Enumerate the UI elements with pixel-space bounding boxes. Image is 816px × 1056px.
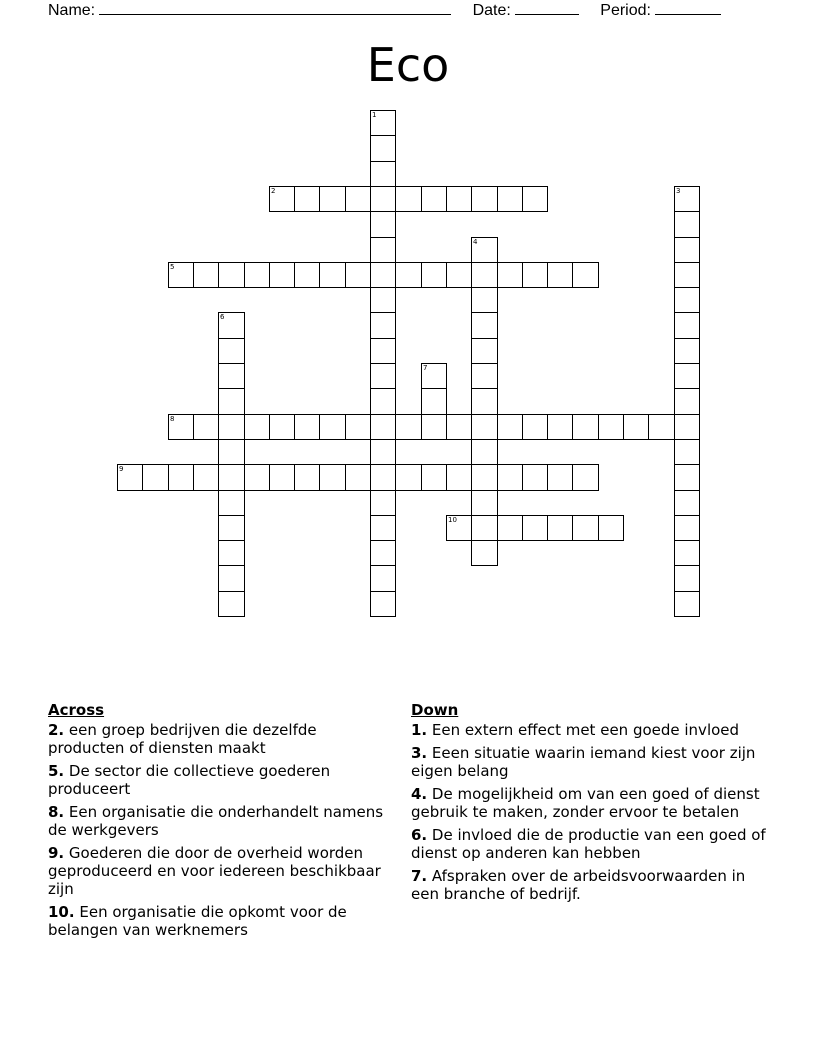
grid-cell[interactable] bbox=[522, 262, 548, 288]
grid-cell[interactable] bbox=[674, 186, 700, 212]
grid-cell[interactable] bbox=[370, 135, 396, 162]
grid-cell[interactable] bbox=[370, 262, 396, 288]
clue-text: Eeen situatie waarin iemand kiest voor zijn eigen belang bbox=[411, 744, 756, 780]
grid-cell[interactable] bbox=[623, 414, 649, 440]
clue-text: Een organisatie die opkomt voor de belangen van werknemers bbox=[48, 903, 347, 939]
grid-cell[interactable] bbox=[117, 464, 143, 491]
grid-cell[interactable] bbox=[218, 540, 245, 566]
grid-cell[interactable] bbox=[370, 515, 396, 541]
grid-cell[interactable] bbox=[421, 414, 447, 440]
grid-cell[interactable] bbox=[471, 388, 498, 415]
across-clue-list bbox=[48, 721, 388, 939]
grid-cell[interactable] bbox=[345, 186, 371, 212]
clue-text: Afspraken over de arbeidsvoorwaarden in een branche of bedrijf. bbox=[411, 867, 746, 903]
grid-cell[interactable] bbox=[471, 186, 498, 212]
grid-cell[interactable] bbox=[547, 515, 573, 541]
period-label: Period: bbox=[600, 2, 651, 19]
clue-number: 1. bbox=[411, 721, 428, 739]
grid-cell[interactable] bbox=[547, 262, 573, 288]
grid-cell[interactable] bbox=[497, 515, 523, 541]
grid-cell[interactable] bbox=[294, 464, 320, 491]
grid-cell[interactable] bbox=[421, 388, 447, 415]
grid-cell[interactable] bbox=[244, 262, 270, 288]
grid-cell[interactable] bbox=[218, 591, 245, 617]
grid-cell[interactable] bbox=[674, 414, 700, 440]
grid-cell[interactable] bbox=[522, 414, 548, 440]
grid-cell[interactable] bbox=[572, 464, 599, 491]
grid-cell[interactable] bbox=[319, 186, 346, 212]
down-clue bbox=[411, 826, 771, 862]
clue-number: 2. bbox=[48, 721, 65, 739]
grid-cell[interactable] bbox=[370, 186, 396, 212]
grid-cell[interactable] bbox=[370, 237, 396, 263]
grid-cell[interactable] bbox=[395, 464, 422, 491]
across-clue bbox=[48, 844, 388, 898]
grid-cell[interactable] bbox=[471, 312, 498, 339]
grid-cell[interactable] bbox=[497, 262, 523, 288]
grid-cell[interactable] bbox=[674, 464, 700, 491]
grid-cell[interactable] bbox=[370, 540, 396, 566]
grid-cell[interactable] bbox=[218, 363, 245, 389]
grid-cell[interactable] bbox=[370, 414, 396, 440]
grid-cell[interactable] bbox=[218, 515, 245, 541]
across-clue bbox=[48, 903, 388, 939]
grid-cell[interactable] bbox=[193, 464, 219, 491]
grid-cell[interactable] bbox=[674, 363, 700, 389]
grid-cell[interactable] bbox=[294, 262, 320, 288]
name-label: Name: bbox=[48, 2, 96, 19]
clue-number: 6. bbox=[411, 826, 428, 844]
clue-number: 8. bbox=[48, 803, 65, 821]
grid-cell[interactable] bbox=[370, 591, 396, 617]
grid-cell[interactable] bbox=[522, 464, 548, 491]
grid-cell[interactable] bbox=[370, 211, 396, 238]
grid-cell[interactable] bbox=[269, 262, 295, 288]
grid-cell[interactable] bbox=[370, 287, 396, 313]
grid-cell[interactable] bbox=[522, 186, 548, 212]
grid-cell[interactable] bbox=[648, 414, 675, 440]
clue-number-label: 4 bbox=[473, 238, 478, 246]
down-clue-list bbox=[411, 721, 771, 903]
grid-cell[interactable] bbox=[218, 439, 245, 465]
grid-cell[interactable] bbox=[674, 287, 700, 313]
grid-cell[interactable] bbox=[218, 490, 245, 516]
grid-cell[interactable] bbox=[497, 464, 523, 491]
grid-cell[interactable] bbox=[471, 338, 498, 364]
down-clue bbox=[411, 744, 771, 780]
across-clue bbox=[48, 721, 388, 757]
grid-cell[interactable] bbox=[370, 110, 396, 136]
clue-number: 9. bbox=[48, 844, 65, 862]
grid-cell[interactable] bbox=[547, 464, 573, 491]
grid-cell[interactable] bbox=[370, 464, 396, 491]
grid-cell[interactable] bbox=[471, 363, 498, 389]
grid-cell[interactable] bbox=[471, 490, 498, 516]
grid-cell[interactable] bbox=[471, 262, 498, 288]
clue-number: 7. bbox=[411, 867, 428, 885]
down-clue bbox=[411, 721, 771, 739]
grid-cell[interactable] bbox=[446, 414, 472, 440]
grid-cell[interactable] bbox=[370, 439, 396, 465]
grid-cell[interactable] bbox=[345, 464, 371, 491]
grid-cell[interactable] bbox=[572, 414, 599, 440]
down-heading: Down bbox=[411, 701, 459, 719]
grid-cell[interactable] bbox=[674, 211, 700, 238]
clue-number-label: 9 bbox=[119, 465, 124, 473]
grid-cell[interactable] bbox=[168, 262, 194, 288]
grid-cell[interactable] bbox=[319, 464, 346, 491]
date-label: Date: bbox=[472, 2, 511, 19]
grid-cell[interactable] bbox=[244, 414, 270, 440]
grid-cell[interactable] bbox=[446, 186, 472, 212]
across-clue bbox=[48, 803, 388, 839]
grid-cell[interactable] bbox=[370, 312, 396, 339]
clue-number-label: 10 bbox=[448, 516, 457, 524]
grid-cell[interactable] bbox=[218, 464, 245, 491]
grid-cell[interactable] bbox=[598, 515, 624, 541]
grid-cell[interactable] bbox=[218, 262, 245, 288]
grid-cell[interactable] bbox=[674, 591, 700, 617]
grid-cell[interactable] bbox=[345, 414, 371, 440]
down-clue bbox=[411, 785, 771, 821]
grid-cell[interactable] bbox=[370, 490, 396, 516]
grid-cell[interactable] bbox=[674, 490, 700, 516]
down-clue bbox=[411, 867, 771, 903]
grid-cell[interactable] bbox=[244, 464, 270, 491]
clue-text: Goederen die door de overheid worden geproduceerd en voor iedereen beschikbaar zijn bbox=[48, 844, 381, 898]
clue-number-label: 3 bbox=[676, 187, 681, 195]
grid-cell[interactable] bbox=[193, 262, 219, 288]
grid-cell[interactable] bbox=[370, 363, 396, 389]
grid-cell[interactable] bbox=[269, 186, 295, 212]
grid-cell[interactable] bbox=[572, 515, 599, 541]
grid-cell[interactable] bbox=[294, 186, 320, 212]
grid-cell[interactable] bbox=[370, 565, 396, 592]
grid-cell[interactable] bbox=[446, 464, 472, 491]
down-clues bbox=[411, 701, 771, 908]
grid-cell[interactable] bbox=[319, 262, 346, 288]
grid-cell[interactable] bbox=[370, 338, 396, 364]
grid-cell[interactable] bbox=[471, 439, 498, 465]
clue-text: De mogelijkheid om van een goed of dienst gebruik te maken, zonder ervoor te betalen bbox=[411, 785, 760, 821]
clue-text: De sector die collectieve goederen produceert bbox=[48, 762, 331, 798]
grid-cell[interactable] bbox=[674, 439, 700, 465]
grid-cell[interactable] bbox=[218, 312, 245, 339]
clue-number-label: 5 bbox=[170, 263, 175, 271]
grid-cell[interactable] bbox=[471, 287, 498, 313]
grid-cell[interactable] bbox=[497, 414, 523, 440]
grid-cell[interactable] bbox=[497, 186, 523, 212]
grid-cell[interactable] bbox=[395, 262, 422, 288]
across-clues bbox=[48, 701, 388, 944]
clue-number: 10. bbox=[48, 903, 75, 921]
grid-cell[interactable] bbox=[598, 414, 624, 440]
grid-cell[interactable] bbox=[218, 388, 245, 415]
grid-cell[interactable] bbox=[421, 262, 447, 288]
grid-cell[interactable] bbox=[218, 338, 245, 364]
clue-number-label: 6 bbox=[220, 313, 225, 321]
puzzle-title: Eco bbox=[366, 38, 450, 92]
clue-text: een groep bedrijven die dezelfde producten of diensten maakt bbox=[48, 721, 317, 757]
grid-cell[interactable] bbox=[674, 515, 700, 541]
clue-number-label: 1 bbox=[372, 111, 377, 119]
grid-cell[interactable] bbox=[370, 388, 396, 415]
grid-cell[interactable] bbox=[674, 262, 700, 288]
clue-text: Een organisatie die onderhandelt namens de werkgevers bbox=[48, 803, 384, 839]
clue-text: Een extern effect met een goede invloed bbox=[431, 721, 740, 739]
grid-cell[interactable] bbox=[218, 565, 245, 592]
grid-cell[interactable] bbox=[674, 565, 700, 592]
grid-cell[interactable] bbox=[471, 515, 498, 541]
grid-cell[interactable] bbox=[193, 414, 219, 440]
grid-cell[interactable] bbox=[345, 262, 371, 288]
grid-cell[interactable] bbox=[168, 414, 194, 440]
grid-cell[interactable] bbox=[572, 262, 599, 288]
clue-text: De invloed die de productie van een goed of dienst op anderen kan hebben bbox=[411, 826, 766, 862]
grid-cell[interactable] bbox=[547, 414, 573, 440]
grid-cell[interactable] bbox=[395, 186, 422, 212]
grid-cell[interactable] bbox=[471, 237, 498, 263]
grid-cell[interactable] bbox=[471, 464, 498, 491]
grid-cell[interactable] bbox=[674, 388, 700, 415]
grid-cell[interactable] bbox=[446, 515, 472, 541]
grid-cell[interactable] bbox=[319, 414, 346, 440]
grid-cell[interactable] bbox=[370, 161, 396, 187]
clue-number: 3. bbox=[411, 744, 428, 762]
grid-cell[interactable] bbox=[269, 414, 295, 440]
grid-cell[interactable] bbox=[294, 414, 320, 440]
clue-number: 4. bbox=[411, 785, 428, 803]
grid-cell[interactable] bbox=[471, 414, 498, 440]
clue-number: 5. bbox=[48, 762, 65, 780]
grid-cell[interactable] bbox=[395, 414, 422, 440]
clue-number-label: 7 bbox=[423, 364, 428, 372]
grid-cell[interactable] bbox=[674, 338, 700, 364]
grid-cell[interactable] bbox=[446, 262, 472, 288]
grid-cell[interactable] bbox=[142, 464, 169, 491]
grid-cell[interactable] bbox=[421, 363, 447, 389]
grid-cell[interactable] bbox=[522, 515, 548, 541]
across-heading: Across bbox=[48, 701, 105, 719]
across-clue bbox=[48, 762, 388, 798]
grid-cell[interactable] bbox=[674, 540, 700, 566]
grid-cell[interactable] bbox=[421, 464, 447, 491]
clue-number-label: 2 bbox=[271, 187, 276, 195]
grid-cell[interactable] bbox=[269, 464, 295, 491]
grid-cell[interactable] bbox=[674, 312, 700, 339]
clue-number-label: 8 bbox=[170, 415, 175, 423]
grid-cell[interactable] bbox=[471, 540, 498, 566]
grid-cell[interactable] bbox=[218, 414, 245, 440]
grid-cell[interactable] bbox=[168, 464, 194, 491]
grid-cell[interactable] bbox=[674, 237, 700, 263]
grid-cell[interactable] bbox=[421, 186, 447, 212]
